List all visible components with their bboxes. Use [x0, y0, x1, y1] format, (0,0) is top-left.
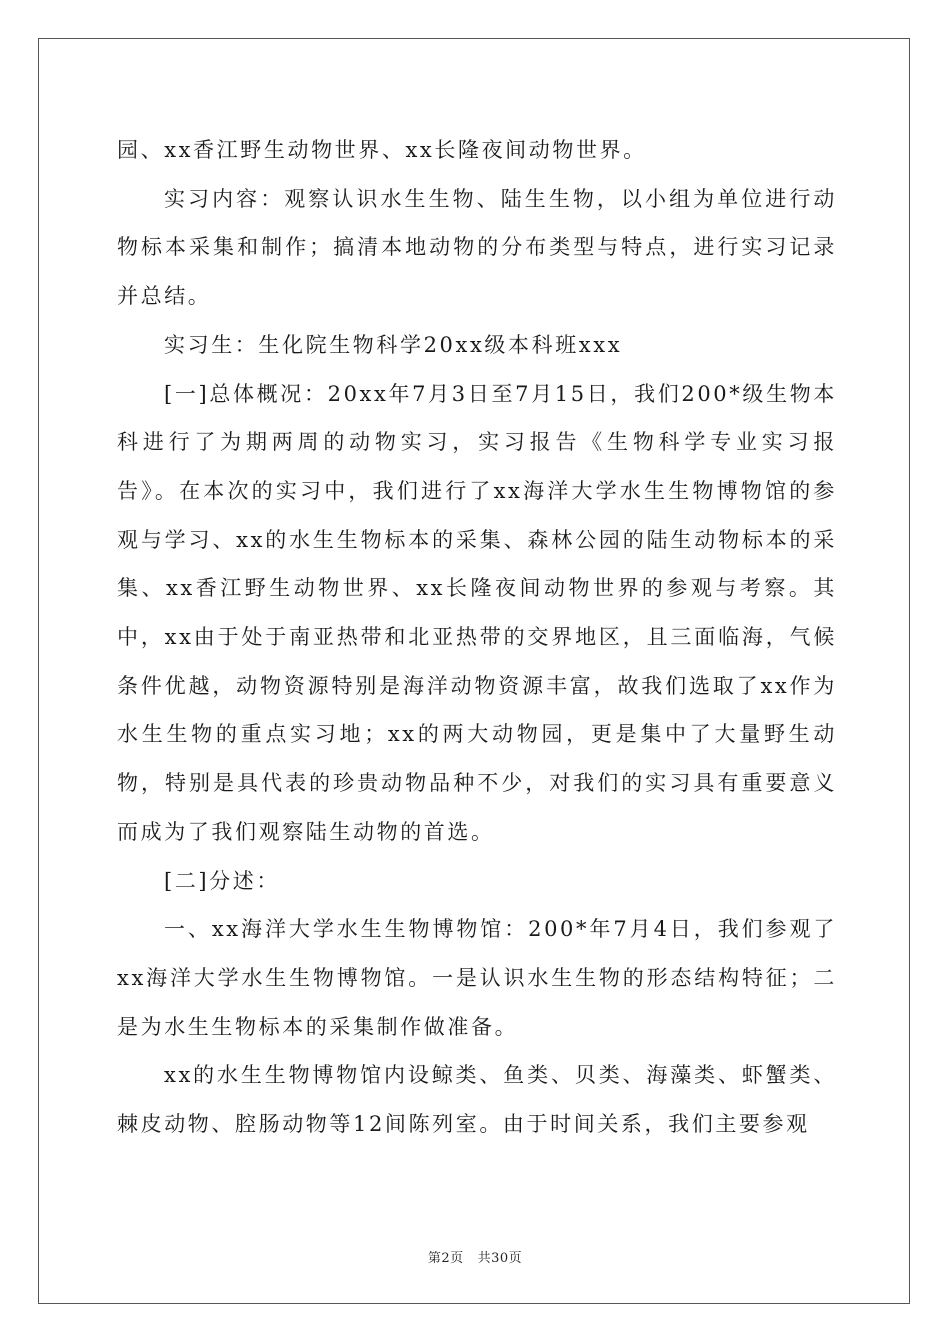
paragraph-internship-content: 实习内容：观察认识水生生物、陆生生物，以小组为单位进行动物标本采集和制作；搞清本地动物的分布类型与特点，进行实习记录并总结。: [117, 186, 837, 309]
paragraph-museum-visit: 一、xx海洋大学水生生物博物馆：200*年7月4日，我们参观了xx海洋大学水生生物博物馆。一是认识水生生物的形态结构特征；二是为水生生物标本的采集制作做准备。: [117, 917, 837, 1039]
paragraph-section-heading: [二]分述：: [164, 868, 280, 893]
page-footer: [0, 1247, 950, 1266]
page-total: 共30页: [477, 1251, 523, 1266]
paragraph-continuation: 园、xx香江野生动物世界、xx长隆夜间动物世界。: [117, 138, 647, 162]
document-body: [117, 126, 837, 1149]
paragraph-intern: 实习生：生化院生物科学20xx级本科班xxx: [164, 332, 623, 357]
page-number: 第2页: [427, 1251, 464, 1266]
paragraph-overview: [一]总体概况：20xx年7月3日至7月15日，我们200*级生物本科进行了为期两周的动物实习，实习报告《生物科学专业实习报告》。在本次的实习中，我们进行了xx海洋大学水生生物博物馆的参观与学习、xx的水生生物标本的采集、森林公园的陆生动物标本的采集、xx香江野生动物世界、xx长隆夜间动物世界的参观与考察。其中，xx由于处于南亚热带和北亚热带的交界地区，且三面临海，气候条件优越，动物资源特别是海洋动物资源丰富，故我们选取了xx作为水生生物的重点实习地；xx的两大动物园，更是集中了大量野生动物，特别是具代表的珍贵动物品种不少，对我们的实习具有重要意义而成为了我们观察陆生动物的首选。: [117, 381, 837, 844]
paragraph-museum-description: xx的水生生物博物馆内设鲸类、鱼类、贝类、海藻类、虾蟹类、棘皮动物、腔肠动物等12间陈列室。由于时间关系，我们主要参观: [117, 1063, 837, 1137]
